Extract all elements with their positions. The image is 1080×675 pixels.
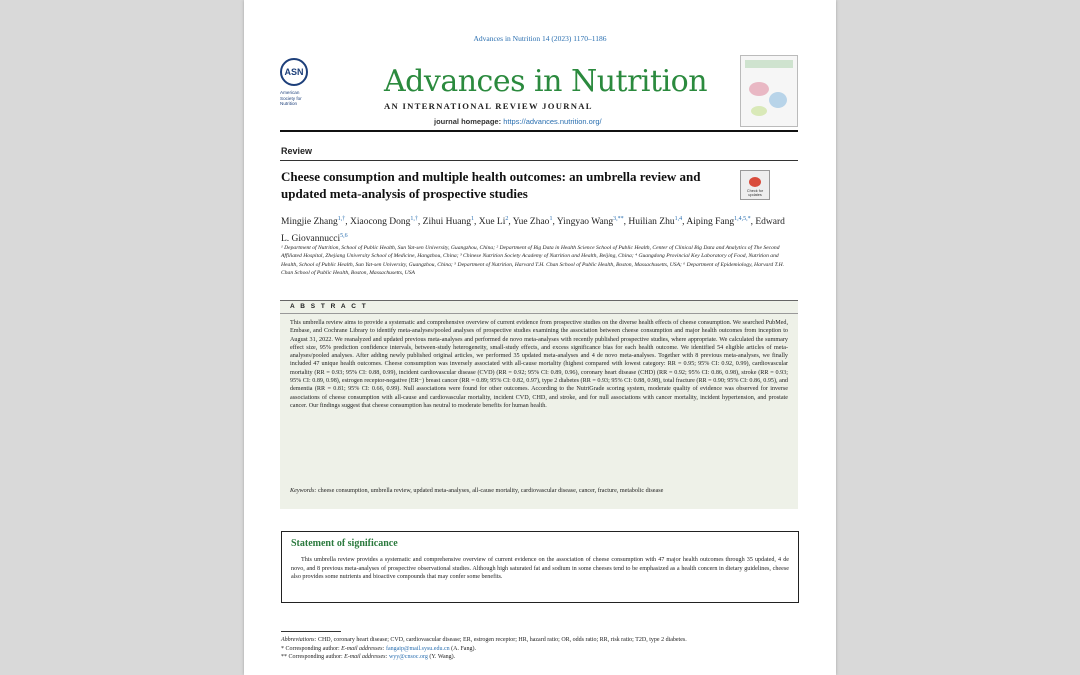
author-affiliation: 1 <box>549 216 553 222</box>
abstract-heading: A B S T R A C T <box>290 303 368 310</box>
affiliations: ¹ Department of Nutrition, School of Public Health, Sun Yat-sen University, Guangzhou, China; ² Department of Big Data in Health Science School of Public Health, Center of Clinical Big Data and Analytics of The Second Affiliated Hospital, Zhejiang University School of Medicine, Hangzhou, China; ³ Chinese Nutrition Society Academy of Nutrition and Health, Beijing, China; ⁴ Guangdong Provincial Key Laboratory of Food, Nutrition and Health, School of Public Health, Sun Yat-sen University, Guangzhou, China; ⁵ Department of Nutrition, Harvard T.H. Chan School of Public Health, Boston, Massachusetts, USA; ⁶ Department of Epidemiology, Harvard T.H. Chan School of Public Health, Boston, Massachusetts, USA <box>281 245 785 277</box>
author-name: Mingjie Zhang <box>281 217 338 228</box>
author-affiliation: 2 <box>505 216 509 222</box>
keywords <box>290 487 788 495</box>
author-name: Zihui Huang <box>422 217 471 228</box>
journal-subtitle: AN INTERNATIONAL REVIEW JOURNAL <box>384 101 593 111</box>
corresponding-author-footnote: ** Corresponding author: E-mail addresses: wyy@cnsoc.org (Y. Wang). <box>281 654 456 661</box>
homepage-link[interactable]: https://advances.nutrition.org/ <box>503 117 602 126</box>
email-link[interactable]: fangaip@mail.sysu.edu.cn <box>385 645 450 652</box>
footnote-rule <box>281 631 341 632</box>
author-name: Xue Li <box>478 217 506 228</box>
article-title: Cheese consumption and multiple health outcomes: an umbrella review and updated meta-analysis of prospective studies <box>281 169 701 201</box>
keywords-text: cheese consumption, umbrella review, updated meta-analyses, all-cause mortality, cardiovascular disease, cancer, fracture, metabolic disease <box>317 488 664 494</box>
corresponding-author-footnote: * Corresponding author: E-mail addresses: fangaip@mail.sysu.edu.cn (A. Fang). <box>281 645 476 652</box>
asn-logo <box>280 58 320 130</box>
author-affiliation: 5,6 <box>340 233 348 240</box>
author-affiliation: 1 <box>470 216 474 222</box>
author-affiliation: 3,** <box>613 216 624 222</box>
abstract-header <box>280 301 798 314</box>
keywords-label: Keywords: <box>290 488 317 494</box>
significance-title: Statement of significance <box>291 538 398 549</box>
paper-page <box>244 0 836 675</box>
check-for-updates-badge[interactable] <box>740 170 770 200</box>
author-list: Mingjie Zhang$^{1,\dagger}$, Xiaocong Dong$^{1,\dagger}$, Zihui Huang$^1$, Xue Li$^2$, Yue Zhao$^1$, Yingyao Wang$^{3,**}$, Huilian Zhu$^{1,4}$, Aiping Fang$^{1,4,5,*}$, Edward L. Giovannucci$^{5,6}$ <box>281 216 785 245</box>
author-affiliation: 1,4 <box>674 216 683 222</box>
author-name: Yingyao Wang <box>556 217 614 228</box>
article-type-label: Review <box>281 146 313 156</box>
asn-logo-text: American Society for Nutrition <box>280 90 302 107</box>
header-rule <box>280 130 798 132</box>
homepage-label: journal homepage: <box>434 117 502 126</box>
check-for-updates-label: Check for updates <box>746 189 764 197</box>
asn-logo-mark: ASN <box>280 58 308 86</box>
citation-line[interactable]: Advances in Nutrition 14 (2023) 1170–1186 <box>473 34 607 43</box>
abstract-text: This umbrella review aims to provide a systematic and comprehensive overview of current evidence from prospective studies on the diverse health effects of cheese consumption. We searched PubMed, Embase, and Cochrane Library to identify meta-analyses/pooled analyses of prospective studies examining the association between cheese consumption and major health outcomes from inception to August 31, 2022. We reanalyzed and updated previous meta-analyses and performed de novo meta-analyses with recently published prospective studies, where appropriate. We calculated the summary effect size, 95% prediction confidence intervals, between-study heterogeneity, small-study effects, and excess significance bias for each health outcome. We identified 54 eligible articles of meta-analyses/pooled analyses. After adding newly published original articles, we performed 35 updated meta-analyses and 4 de novo meta-analyses. Together with 8 previous meta-analyses, we finally included 47 unique health outcomes. Cheese consumption was inversely associated with all-cause mortality (highest compared with lowest category: RR = 0.95; 95% CI: 0.92, 0.99), cardiovascular mortality (RR = 0.93; 95% CI: 0.88, 0.99), incident cardiovascular disease (CVD) (RR = 0.92; 95% CI: 0.89, 0.96), coronary heart disease (CHD) (RR = 0.92; 95% CI: 0.86, 0.98), stroke (RR = 0.93; 95% CI: 0.89, 0.98), estrogen receptor-negative (ER−) breast cancer (RR = 0.89; 95% CI: 0.82, 0.97), type 2 diabetes (RR = 0.93; 95% CI: 0.88, 0.98), total fracture (RR = 0.90; 95% CI: 0.86, 0.95), and dementia (RR = 0.81; 95% CI: 0.66, 0.99). Null associations were found for other outcomes. According to the NutriGrade scoring system, moderate quality of evidence was observed for inverse associations of cheese consumption with all-cause and cardiovascular mortality, incident CVD, CHD, and stroke, and for null associations with cancer mortality, incident hypertension, and prostate cancer. Our findings suggest that cheese consumption has neutral to moderate benefits for human health. <box>290 320 788 409</box>
author-name: Huilian Zhu <box>628 217 675 228</box>
author-name: Xiaocong Dong <box>349 217 411 228</box>
author-name: Yue Zhao <box>512 217 550 228</box>
journal-cover-thumbnail <box>740 55 798 127</box>
journal-homepage <box>434 117 602 126</box>
footnotes <box>281 636 797 662</box>
email-link[interactable]: wyy@cnsoc.org <box>388 654 428 661</box>
author-affiliation: 1,† <box>337 216 346 222</box>
abbreviations-footnote: Abbreviations: CHD, coronary heart disease; CVD, cardiovascular disease; ER, estrogen receptor; HR, hazard ratio; OR, odds ratio; RR, risk ratio; T2D, type 2 diabetes. <box>281 637 687 643</box>
section-rule <box>280 160 798 161</box>
significance-text: This umbrella review provides a systematic and comprehensive overview of current evidence on the association of cheese consumption with 47 major health outcomes through 35 updated, 4 de novo, and 8 previous meta-analyses of prospective observational studies. Although high saturated fat and sodium in some cheeses tend to be emphasized as a health concern in dietary guidelines, cheese also provides some nutrients and bioactive compounds that may confer some benefits. <box>291 557 789 581</box>
significance-box <box>281 531 799 603</box>
author-affiliation: 1,† <box>410 216 418 222</box>
journal-title: Advances in Nutrition <box>384 64 708 99</box>
abstract-box <box>280 300 798 509</box>
author-affiliation: 1,4,5,* <box>734 216 751 222</box>
crossmark-icon <box>749 177 761 187</box>
author-name: Aiping Fang <box>686 217 735 228</box>
author-name: Edward L. Giovannucci <box>281 217 785 245</box>
